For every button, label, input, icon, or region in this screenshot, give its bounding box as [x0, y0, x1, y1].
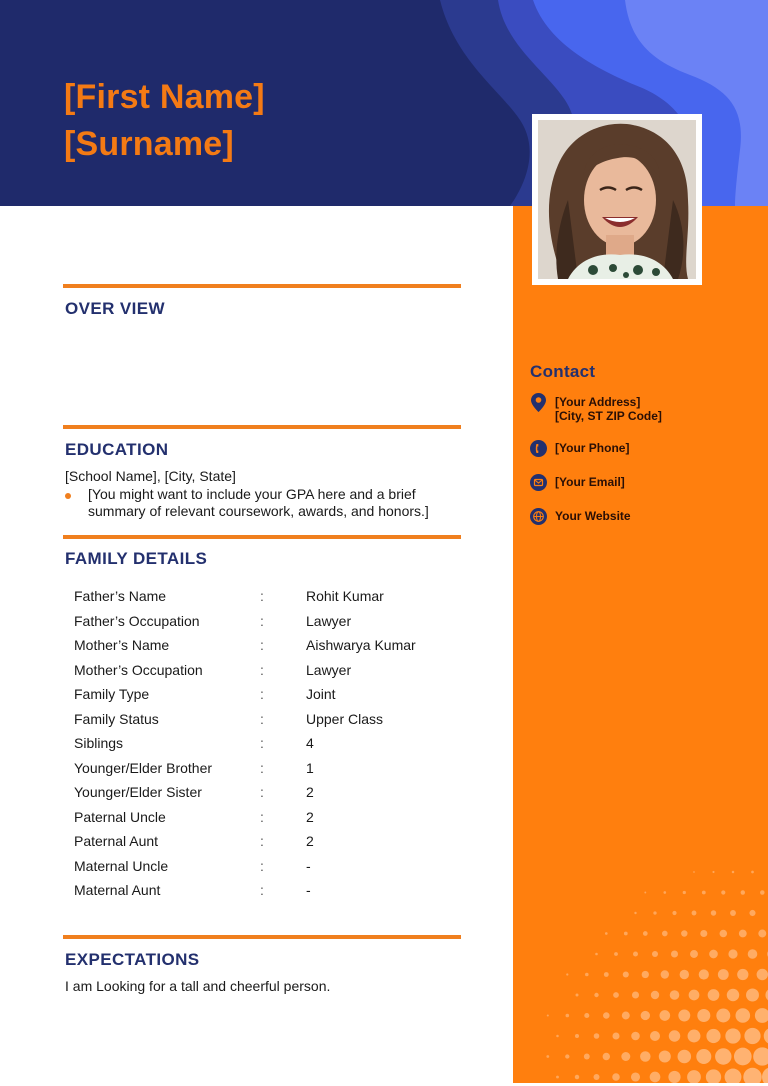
family-value: - [306, 882, 311, 899]
table-row [74, 682, 466, 707]
profile-photo [538, 120, 696, 279]
section-divider [63, 535, 461, 539]
family-label: Maternal Aunt [74, 882, 161, 899]
bullet-point [65, 493, 71, 499]
table-row [74, 633, 466, 658]
contact-title: Contact [530, 362, 596, 381]
halftone-dots-decoration [513, 206, 768, 1083]
phone-text: [Your Phone] [555, 441, 630, 455]
education-bullet-line-2: summary of relevant coursework, awards, and honors.] [88, 503, 429, 519]
family-label: Family Status [74, 710, 159, 727]
first-name: [First Name] [64, 78, 265, 116]
separator: : [260, 710, 264, 727]
table-row [74, 584, 466, 609]
table-row [74, 707, 466, 732]
separator: : [260, 637, 264, 654]
family-label: Siblings [74, 735, 124, 752]
email-icon [530, 474, 547, 491]
family-label: Mother’s Occupation [74, 661, 203, 678]
contact-address [530, 394, 760, 423]
table-row [74, 854, 466, 879]
section-divider [63, 284, 461, 288]
family-label: Family Type [74, 686, 150, 703]
address-line-1: [Your Address] [555, 395, 641, 409]
surname: [Surname] [64, 125, 234, 163]
family-value: 4 [306, 735, 314, 752]
section-divider [63, 425, 461, 429]
overview-title: OVER VIEW [65, 299, 165, 318]
separator: : [260, 735, 264, 752]
family-value: 2 [306, 833, 314, 850]
globe-icon [530, 508, 547, 525]
table-row [74, 805, 466, 830]
table-row [74, 658, 466, 683]
email-text: [Your Email] [555, 475, 625, 489]
separator: : [260, 612, 264, 629]
family-label: Father’s Name [74, 588, 167, 605]
separator: : [260, 857, 264, 874]
expectations-text: I am Looking for a tall and cheerful person. [65, 978, 331, 994]
family-details-title: FAMILY DETAILS [65, 549, 208, 568]
contact-phone [530, 440, 760, 457]
profile-photo-frame [532, 114, 702, 285]
family-label: Younger/Elder Brother [74, 759, 213, 776]
family-value: 1 [306, 759, 314, 776]
contact-website [530, 508, 760, 525]
family-value: Upper Class [306, 710, 384, 727]
table-row [74, 878, 466, 903]
sidebar [513, 206, 768, 1083]
table-row [74, 731, 466, 756]
family-value: - [306, 857, 311, 874]
separator: : [260, 588, 264, 605]
contact-email [530, 474, 760, 491]
family-label: Mother’s Name [74, 637, 170, 654]
separator: : [260, 784, 264, 801]
school-name: [School Name], [City, State] [65, 468, 236, 484]
education-bullet-line-1: [You might want to include your GPA here and a brief [88, 486, 416, 502]
separator: : [260, 808, 264, 825]
contact-section [530, 362, 760, 542]
separator: : [260, 833, 264, 850]
separator: : [260, 686, 264, 703]
family-value: Rohit Kumar [306, 588, 384, 605]
table-row [74, 756, 466, 781]
family-value: Lawyer [306, 612, 352, 629]
education-title: EDUCATION [65, 440, 169, 459]
expectations-title: EXPECTATIONS [65, 950, 200, 969]
phone-icon [530, 440, 547, 457]
family-value: 2 [306, 784, 314, 801]
family-value: 2 [306, 808, 314, 825]
family-value: Aishwarya Kumar [306, 637, 416, 654]
table-row [74, 829, 466, 854]
section-divider [63, 935, 461, 939]
education-bullet [88, 486, 463, 520]
candidate-name [64, 74, 265, 168]
table-row [74, 780, 466, 805]
address-line-2: [City, ST ZIP Code] [555, 409, 662, 423]
separator: : [260, 661, 264, 678]
table-row [74, 609, 466, 634]
separator: : [260, 882, 264, 899]
family-value: Lawyer [306, 661, 352, 678]
family-label: Paternal Uncle [74, 808, 166, 825]
website-text: Your Website [555, 509, 631, 523]
family-label: Father’s Occupation [74, 612, 200, 629]
location-pin-icon [530, 394, 547, 411]
portrait-image [538, 120, 696, 279]
separator: : [260, 759, 264, 776]
family-label: Paternal Aunt [74, 833, 159, 850]
family-value: Joint [306, 686, 336, 703]
family-label: Maternal Uncle [74, 857, 169, 874]
family-label: Younger/Elder Sister [74, 784, 202, 801]
family-details-table [74, 584, 466, 903]
